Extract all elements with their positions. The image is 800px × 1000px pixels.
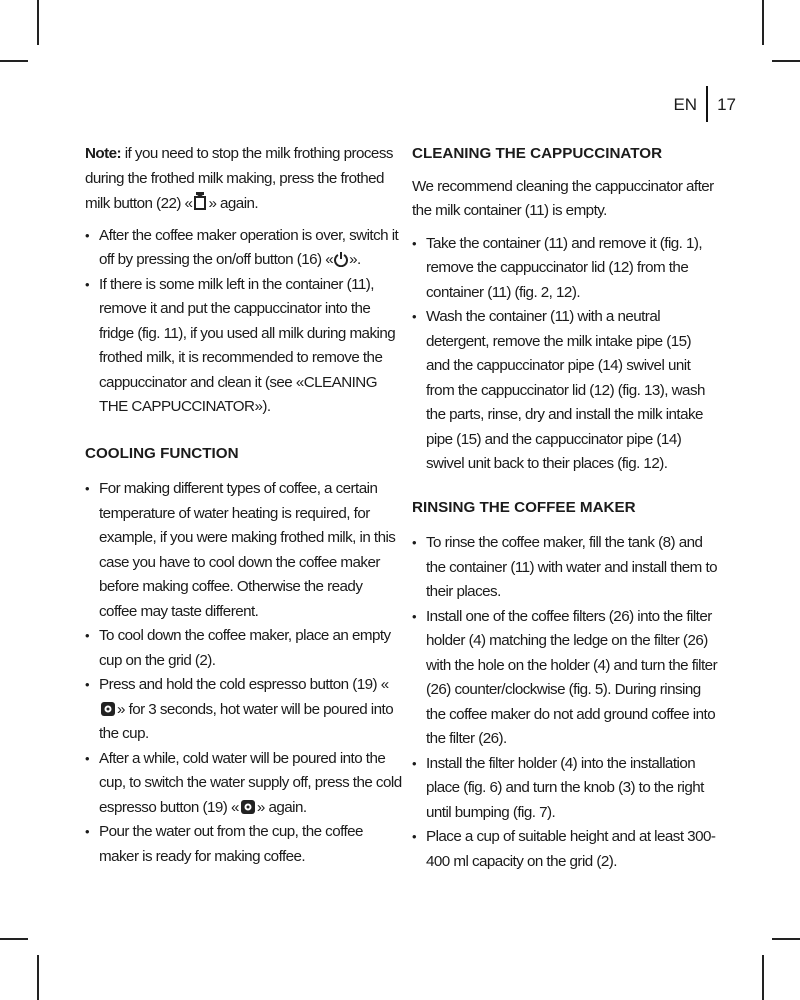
list-item: • If there is some milk left in the container (11), remove it and put the cappuccinator into the fridge (fig. 11), if you used all milk during making frothed milk, it is recommended to remove the cappuccinator and clean it (see «CLEANING THE CAPPUCCINATOR»). bbox=[85, 273, 403, 420]
cold-espresso-button-icon bbox=[240, 799, 256, 815]
intro-list bbox=[85, 224, 403, 420]
rinsing-list bbox=[412, 531, 718, 874]
list-item: • For making different types of coffee, a certain temperature of water heating is required, for example, if you were making frothed milk, in this case you have to cool down the coffee maker before making coffee. Otherwise the ready coffee may taste different. bbox=[85, 477, 403, 624]
crop-mark bbox=[0, 938, 28, 940]
list-item bbox=[85, 673, 403, 747]
note-text: if you need to stop the milk frothing process during the frothed milk making, press the frothed milk button (22) « bbox=[85, 145, 393, 212]
list-item: • Wash the container (11) with a neutral detergent, remove the milk intake pipe (15) and the cappuccinator pipe (14) swivel unit from the cappuccinator lid (12) (fig. 13), wash the parts, rinse, dry and install the milk intake pipe (15) and the cappuccinator pipe (14) swivel unit back to their places (fig. 12). bbox=[412, 305, 718, 477]
crop-mark bbox=[37, 955, 39, 1000]
crop-mark bbox=[762, 955, 764, 1000]
item-text-end: ». bbox=[349, 251, 361, 268]
crop-mark bbox=[772, 938, 800, 940]
right-column bbox=[412, 142, 718, 874]
crop-mark bbox=[37, 0, 39, 45]
crop-mark bbox=[762, 0, 764, 45]
rinsing-heading: RINSING THE COFFEE MAKER bbox=[412, 498, 636, 516]
left-column bbox=[85, 142, 403, 869]
power-button-icon bbox=[334, 251, 348, 267]
item-text-end: » for 3 seconds, hot water will be poured into the cup. bbox=[99, 700, 394, 742]
item-text-end: » again. bbox=[256, 798, 307, 816]
frothed-milk-button-icon bbox=[193, 191, 207, 211]
note-paragraph bbox=[85, 142, 403, 217]
crop-mark bbox=[772, 60, 800, 62]
item-text: Press and hold the cold espresso button (19) « bbox=[99, 676, 389, 693]
crop-mark bbox=[0, 60, 28, 62]
cleaning-list bbox=[412, 232, 718, 477]
cooling-heading: COOLING FUNCTION bbox=[85, 444, 239, 462]
cleaning-intro: We recommend cleaning the cappuccinator after the milk container (11) is empty. bbox=[412, 177, 714, 219]
list-item: • Pour the water out from the cup, the coffee maker is ready for making coffee. bbox=[85, 820, 403, 869]
page-header bbox=[673, 88, 736, 122]
list-item: • To cool down the coffee maker, place an empty cup on the grid (2). bbox=[85, 624, 403, 673]
item-text: After a while, cold water will be poured into the cup, to switch the water supply off, press the cold espresso button (19) « bbox=[99, 749, 402, 816]
list-item: • Take the container (11) and remove it (fig. 1), remove the cappuccinator lid (12) from the container (11) (fig. 2, 12). bbox=[412, 232, 718, 306]
page-number: 17 bbox=[717, 95, 736, 114]
cleaning-heading: CLEANING THE CAPPUCCINATOR bbox=[412, 145, 663, 162]
language-code: EN bbox=[673, 95, 698, 114]
list-item bbox=[85, 224, 403, 273]
list-item: • Install the filter holder (4) into the installation place (fig. 6) and turn the knob (3) to the right until bumping (fig. 7). bbox=[412, 752, 718, 826]
list-item: • To rinse the coffee maker, fill the tank (8) and the container (11) with water and install them to their places. bbox=[412, 531, 718, 605]
list-item bbox=[85, 747, 403, 821]
cold-espresso-button-icon bbox=[100, 701, 116, 717]
note-label: Note: bbox=[85, 145, 122, 162]
note-end: » again. bbox=[208, 195, 259, 212]
item-text: After the coffee maker operation is over, switch it off by pressing the on/off button (16) « bbox=[99, 226, 399, 268]
cooling-list bbox=[85, 477, 403, 869]
list-item: • Install one of the coffee filters (26) into the filter holder (4) matching the ledge on the filter (26) with the hole on the holder (4) and turn the filter (26) counter/clockwise (fig. 5). During rinsing the coffee maker do not add ground coffee into the filter (26). bbox=[412, 605, 718, 752]
list-item: • Place a cup of suitable height and at least 300-400 ml capacity on the grid (2). bbox=[412, 825, 718, 874]
